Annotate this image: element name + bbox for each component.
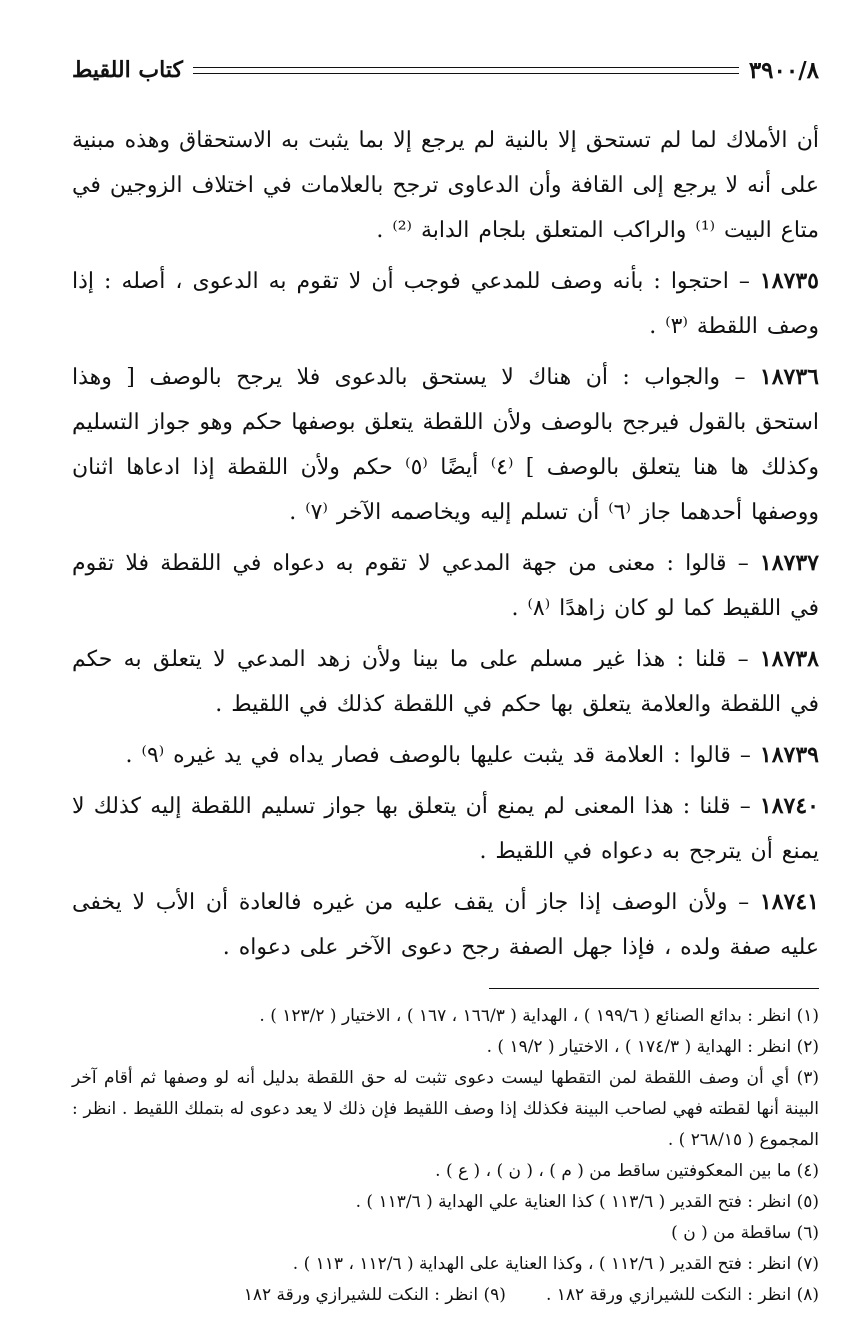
paragraph-number: ١٨٧٣٩ [759,742,819,768]
page-number: ٣٩٠٠/٨ [748,56,819,84]
footnote: (٧) انظر : فتح القدير ( ١١٢/٦ ) ، وكذا العناية على الهداية ( ١١٢/٦ ، ١١٣ ) . [292,1254,819,1274]
footnote: (٥) انظر : فتح القدير ( ١١٣/٦ ) كذا العناية علي الهداية ( ١١٣/٦ ) . [355,1192,819,1212]
paragraph-text: – والجواب : أن هناك لا يستحق بالدعوى فلا يرجح بالوصف [ وهذا استحق بالقول فيرجح بالوصف ولأن اللقطة يتعلق بوصفها حكم وهو جواز التسليم وكذلك ها هنا يتعلق بالوصف ] ⁽٤⁾ أيضًا ⁽٥⁾ حكم ولأن اللقطة إذا ادعاها اثنان ووصفها أحدهما جاز ⁽٦⁾ أن تسلم إليه ويخاصمه الآخر ⁽٧⁾ . [63,365,820,525]
footnote: (١) انظر : بدائع الصنائع ( ١٩٩/٦ ) ، الهداية ( ١٦٦/٣ ، ١٦٧ ) ، الاختيار ( ١٢٣/٢ ) . [259,1006,819,1026]
footnote: (٨) انظر : النكت للشيرازي ورقة ١٨٢ . [545,1285,819,1305]
paragraph [63,118,819,253]
paragraph [63,259,819,349]
paragraph-text: – قلنا : هذا المعنى لم يمنع أن يتعلق بها جواز تسليم اللقطة إليه كذلك لا يمنع أن يترجح به دعواه في اللقيط . [63,794,819,864]
paragraph [63,784,819,874]
paragraph-number: ١٨٧٣٧ [759,550,819,576]
paragraph-text: – قلنا : هذا غير مسلم على ما بينا ولأن زهد المدعي لا يتعلق به حكم في اللقطة والعلامة يتعلق بها حكم في اللقطة كذلك في اللقيط . [63,647,819,717]
paragraph-text: – قالوا : العلامة قد يثبت عليها بالوصف فصار يداه في يد غيره ⁽٩⁾ . [125,743,760,768]
paragraph-number: ١٨٧٣٨ [759,646,819,672]
page-header [72,40,819,100]
paragraph-text: – قالوا : معنى من جهة المدعي لا تقوم به دعواه في اللقطة فلا تقوم في اللقيط كما لو كان زاهدًا ⁽٨⁾ . [63,551,819,621]
paragraph [63,880,819,970]
paragraph-number: ١٨٧٣٥ [759,268,819,294]
paragraph [63,355,820,535]
paragraph [63,637,819,727]
paragraph-text: – احتجوا : بأنه وصف للمدعي فوجب أن لا تقوم به الدعوى ، أصله : إذا وصف اللقطة ⁽٣⁾ . [63,269,819,339]
footnote: (٢) انظر : الهداية ( ١٧٤/٣ ) ، الاختيار ( ١٩/٢ ) . [486,1037,819,1057]
footnote: (٦) ساقطة من ( ن ) [671,1223,819,1243]
paragraph-text: – ولأن الوصف إذا جاز أن يقف عليه من غيره فالعادة أن الأب لا يخفى عليه صفة ولده ، فإذا جهل الصفة رجح دعوى الآخر على دعواه . [63,890,819,960]
paragraph-number: ١٨٧٤١ [759,889,819,915]
footnote-pair [72,1280,819,1311]
paragraph-number: ١٨٧٤٠ [759,793,819,819]
footnote-separator [489,988,819,989]
main-text [63,118,820,970]
paragraph-number: ١٨٧٣٦ [759,364,819,390]
footnote: (٣) أي أن وصف اللقطة لمن التقطها ليست دعوى تثبت له حق اللقطة بدليل أنه لو وصفها ثم أقام آخر البينة أنها لقطته فهي لصاحب البينة فكذلك إذا وصف اللقيط فإن ذلك لا يعد دعوى له بتملك اللقيط . انظر : المجموع ( ٢٦٨/١٥ ) . [66,1068,819,1150]
header-rule [193,67,739,74]
paragraph [63,541,819,631]
footnote: (٤) ما بين المعكوفتين ساقط من ( م ) ، ( ن ) ، ( ع ) . [435,1161,819,1181]
paragraph-text: أن الأملاك لما لم تستحق إلا بالنية لم يرجع إلا بما يثبت به الاستحقاق وهذه مبنية على أنه لا يرجع إلى القافة وأن الدعاوى ترجح بالعلامات في اختلاف الزوجين في متاع البيت ⁽¹⁾ والراكب المتعلق بلجام الدابة ⁽²⁾ . [63,128,819,243]
paragraph [72,733,819,778]
footnote: (٩) انظر : النكت للشيرازي ورقة ١٨٢ [243,1285,506,1305]
book-title: كتاب اللقيط [72,57,183,83]
footnotes [66,1001,819,1311]
